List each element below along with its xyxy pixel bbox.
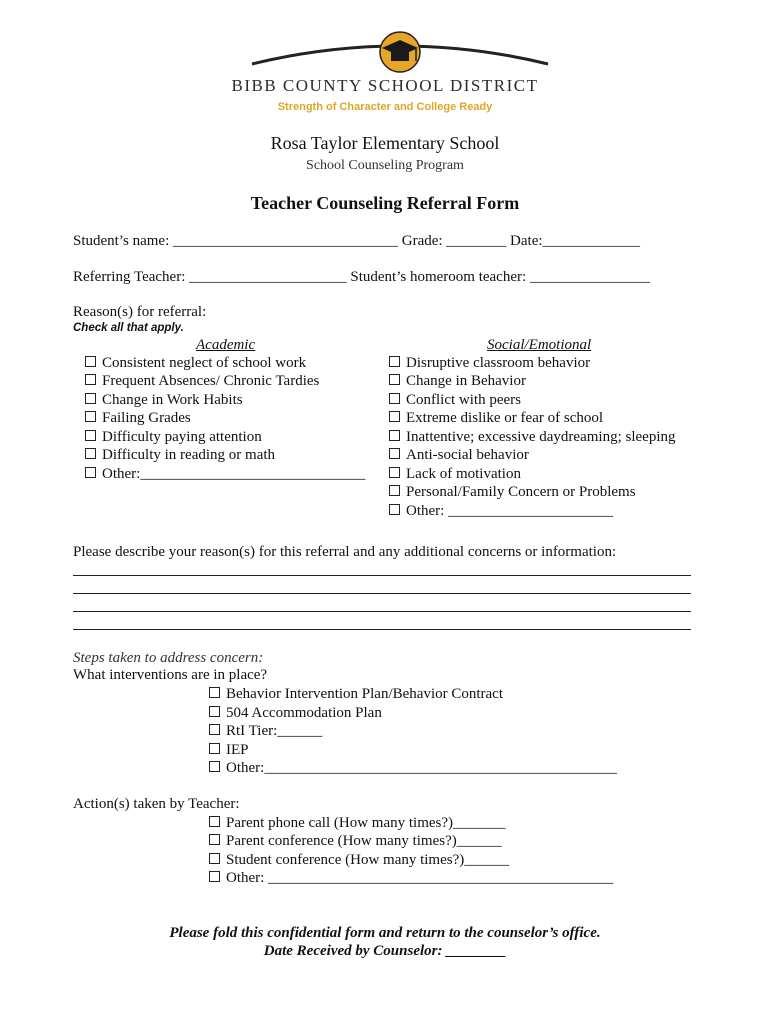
social-item[interactable]: Conflict with peers	[389, 392, 521, 409]
describe-answer-line[interactable]	[73, 629, 691, 630]
checkbox-icon[interactable]	[209, 724, 220, 735]
steps-label: Steps taken to address concern:	[73, 650, 264, 666]
action-item[interactable]: Student conference (How many times?)______	[209, 852, 509, 869]
checkbox-icon[interactable]	[85, 448, 96, 459]
checkbox-icon[interactable]	[209, 706, 220, 717]
academic-item-other[interactable]: Other:______________________________	[85, 466, 365, 483]
action-item[interactable]: Parent conference (How many times?)______	[209, 833, 502, 850]
academic-item[interactable]: Difficulty in reading or math	[85, 447, 275, 464]
describe-prompt: Please describe your reason(s) for this referral and any additional concerns or information:	[73, 544, 617, 560]
checkbox-icon[interactable]	[209, 834, 220, 845]
describe-answer-line[interactable]	[73, 593, 691, 594]
teacher-info-line[interactable]: Referring Teacher: _____________________ Student’s homeroom teacher: ________________	[73, 269, 650, 285]
checkbox-icon[interactable]	[209, 743, 220, 754]
checkbox-icon[interactable]	[389, 430, 400, 441]
checkbox-icon[interactable]	[85, 393, 96, 404]
social-item[interactable]: Personal/Family Concern or Problems	[389, 484, 636, 501]
checkbox-icon[interactable]	[85, 356, 96, 367]
academic-item[interactable]: Change in Work Habits	[85, 392, 243, 409]
checkbox-icon[interactable]	[85, 411, 96, 422]
interventions-question: What interventions are in place?	[73, 667, 268, 683]
checkbox-icon[interactable]	[389, 411, 400, 422]
checkbox-icon[interactable]	[389, 356, 400, 367]
checkbox-icon[interactable]	[85, 374, 96, 385]
academic-item[interactable]: Failing Grades	[85, 410, 191, 427]
date-received-line[interactable]: Date Received by Counselor: ________	[263, 943, 507, 959]
social-item[interactable]: Change in Behavior	[389, 373, 526, 390]
describe-answer-line[interactable]	[73, 575, 691, 576]
action-item[interactable]: Parent phone call (How many times?)_______	[209, 815, 506, 832]
checkbox-icon[interactable]	[389, 504, 400, 515]
social-item[interactable]: Extreme dislike or fear of school	[389, 410, 603, 427]
social-item[interactable]: Lack of motivation	[389, 466, 521, 483]
student-info-line[interactable]: Student’s name: ______________________________ Grade: ________ Date:_____________	[73, 233, 641, 249]
footer-instruction: Please fold this confidential form and return to the counselor’s office.	[169, 925, 601, 941]
checkbox-icon[interactable]	[389, 448, 400, 459]
checkbox-icon[interactable]	[85, 430, 96, 441]
checkbox-icon[interactable]	[209, 687, 220, 698]
checkbox-icon[interactable]	[389, 393, 400, 404]
intervention-item[interactable]: RtI Tier:______	[209, 723, 322, 740]
district-name: BIBB COUNTY SCHOOL DISTRICT	[231, 76, 539, 95]
intervention-item[interactable]: Behavior Intervention Plan/Behavior Contract	[209, 686, 503, 703]
social-item[interactable]: Disruptive classroom behavior	[389, 355, 590, 372]
program-name: School Counseling Program	[306, 158, 464, 173]
describe-answer-line[interactable]	[73, 611, 691, 612]
reasons-label: Reason(s) for referral:	[73, 304, 207, 320]
social-heading: Social/Emotional	[487, 337, 592, 353]
academic-heading: Academic	[196, 337, 256, 353]
checkbox-icon[interactable]	[209, 871, 220, 882]
intervention-item[interactable]: 504 Accommodation Plan	[209, 705, 382, 722]
intervention-item-other[interactable]: Other:_______________________________________________	[209, 760, 617, 777]
social-item[interactable]: Inattentive; excessive daydreaming; sleeping	[389, 429, 676, 446]
checkbox-icon[interactable]	[209, 853, 220, 864]
reasons-instruction: Check all that apply.	[73, 322, 184, 334]
checkbox-icon[interactable]	[389, 485, 400, 496]
academic-item[interactable]: Frequent Absences/ Chronic Tardies	[85, 373, 319, 390]
checkbox-icon[interactable]	[85, 467, 96, 478]
checkbox-icon[interactable]	[209, 761, 220, 772]
form-title: Teacher Counseling Referral Form	[250, 193, 520, 213]
school-name: Rosa Taylor Elementary School	[270, 133, 500, 153]
checkbox-icon[interactable]	[209, 816, 220, 827]
intervention-item[interactable]: IEP	[209, 742, 249, 759]
district-tagline: Strength of Character and College Ready	[277, 101, 493, 113]
action-item-other[interactable]: Other: ______________________________________________	[209, 870, 613, 887]
actions-label: Action(s) taken by Teacher:	[73, 796, 240, 812]
social-item-other[interactable]: Other: ______________________	[389, 503, 613, 520]
checkbox-icon[interactable]	[389, 467, 400, 478]
academic-item[interactable]: Difficulty paying attention	[85, 429, 262, 446]
academic-item[interactable]: Consistent neglect of school work	[85, 355, 306, 372]
social-item[interactable]: Anti-social behavior	[389, 447, 529, 464]
checkbox-icon[interactable]	[389, 374, 400, 385]
